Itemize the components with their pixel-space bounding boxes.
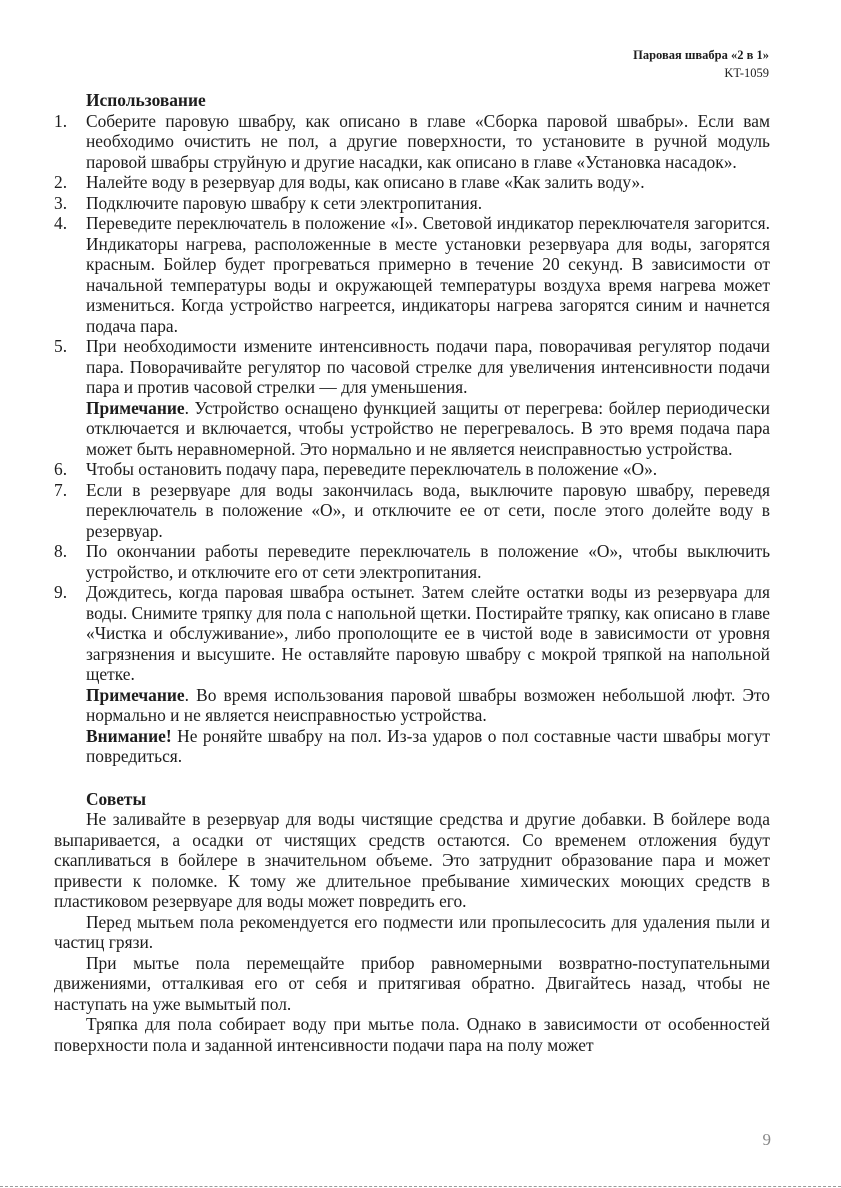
step-text: Переведите переключатель в положение «I». Световой индикатор переключателя загорится. Индикаторы нагрева, расположенные в месте установки резервуара для воды, загорятся красным. Бойлер будет прогреваться примерно в течение 20 секунд. В зависимости от начальной температуры воды и окружающей температуры воздуха время нагрева может измениться. Когда устройство нагреется, индикаторы нагрева загорятся синим и начнется подача пара.	[86, 213, 770, 336]
list-item	[54, 213, 770, 336]
list-item	[54, 582, 770, 767]
page-content	[54, 90, 770, 1055]
header-model-number: KT-1059	[724, 66, 769, 80]
header-product-title: Паровая швабра «2 в 1»	[633, 48, 769, 62]
warning-paragraph	[86, 726, 770, 767]
tips-paragraph: При мытье пола перемещайте прибор равномерными возвратно-поступательными движениями, отталкивая его от себя и притягивая обратно. Двигайтесь назад, чтобы не наступать на уже вымытый пол.	[54, 952, 770, 1014]
running-header	[633, 46, 769, 82]
tips-paragraph: Не заливайте в резервуар для воды чистящие средства и другие добавки. В бойлере вода выпаривается, а осадки от чистящих средств остаются. Со временем отложения будут скапливаться в бойлере в значительном объеме. Это затруднит образование пара и может привести к поломке. К тому же длительное пребывание химических моющих средств в пластиковом резервуаре для воды может повредить его.	[54, 809, 770, 911]
step-number: 2.	[54, 172, 68, 192]
usage-steps-list	[54, 111, 770, 767]
tips-paragraph: Тряпка для пола собирает воду при мытье пола. Однако в зависимости от особенностей поверхности пола и заданной интенсивности подачи пара на полу может	[54, 1014, 770, 1055]
step-text: Если в резервуаре для воды закончилась вода, выключите паровую швабру, переведя переключатель в положение «O», и отключите ее от сети, после этого долейте воду в резервуар.	[86, 479, 770, 541]
step-text: Соберите паровую швабру, как описано в главе «Сборка паровой швабры». Если вам необходимо очистить не пол, а другие поверхности, то установите в ручной модуль паровой швабры струйную и другие насадки, как описано в главе «Установка насадок».	[86, 110, 770, 172]
list-item	[54, 193, 770, 214]
list-item	[54, 459, 770, 480]
step-number: 9.	[54, 582, 68, 602]
step-number: 1.	[54, 110, 68, 131]
step-text: При необходимости измените интенсивность подачи пара, поворачивая регулятор подачи пара. Поворачивайте регулятор по часовой стрелке для увеличения интенсивности подачи пара и против часовой стрелки — для уменьшения.	[86, 336, 770, 397]
page-bottom-divider	[0, 1186, 841, 1187]
step-number: 4.	[54, 213, 68, 233]
step-number: 3.	[54, 192, 68, 213]
list-item	[54, 172, 770, 193]
note-text: . Устройство оснащено функцией защиты от перегрева: бойлер периодически отключается и включается, чтобы устройство не перегревалось. В это время подача пара может быть неравномерной. Это нормально и не является неисправностью устройства.	[86, 397, 770, 459]
warning-text: Не роняйте швабру на пол. Из-за ударов о пол составные части швабры могут повредиться.	[86, 725, 770, 766]
list-item	[54, 111, 770, 173]
step-number: 5.	[54, 336, 68, 356]
note-text: . Во время использования паровой швабры возможен небольшой люфт. Это нормально и не является неисправностью устройства.	[86, 684, 770, 725]
list-item	[54, 480, 770, 542]
tips-paragraph: Перед мытьем пола рекомендуется его подмести или пропылесосить для удаления пыли и частиц грязи.	[54, 911, 770, 952]
page-number: 9	[762, 1130, 771, 1149]
tips-section-title: Советы	[86, 788, 147, 809]
list-item	[54, 541, 770, 582]
list-item	[54, 336, 770, 459]
tips-section	[54, 809, 770, 1055]
step-text: Чтобы остановить подачу пара, переведите переключатель в положение «O».	[86, 459, 658, 479]
step-text: Налейте воду в резервуар для воды, как описано в главе «Как залить воду».	[86, 172, 645, 192]
warning-label: Внимание!	[86, 725, 172, 746]
note-label: Примечание	[86, 397, 185, 418]
step-number: 8.	[54, 541, 68, 561]
step-text: Дождитесь, когда паровая швабра остынет. Затем слейте остатки воды из резервуара для воды. Снимите тряпку для пола с напольной щетки. Постирайте тряпку, как описано в главе «Чистка и обслуживание», либо прополощите ее в чистой воде в зависимости от уровня загрязнения и высушите. Не оставляйте паровую швабру с мокрой тряпкой на напольной щетке.	[86, 582, 770, 684]
step-number: 6.	[54, 459, 68, 479]
note-label: Примечание	[86, 684, 185, 705]
step-number: 7.	[54, 479, 68, 500]
note-paragraph	[86, 685, 770, 726]
step-text: По окончании работы переведите переключатель в положение «O», чтобы выключить устройство, и отключите его от сети электропитания.	[86, 541, 770, 582]
usage-section-title: Использование	[86, 90, 206, 110]
step-text: Подключите паровую швабру к сети электропитания.	[86, 192, 483, 213]
note-paragraph	[86, 398, 770, 460]
